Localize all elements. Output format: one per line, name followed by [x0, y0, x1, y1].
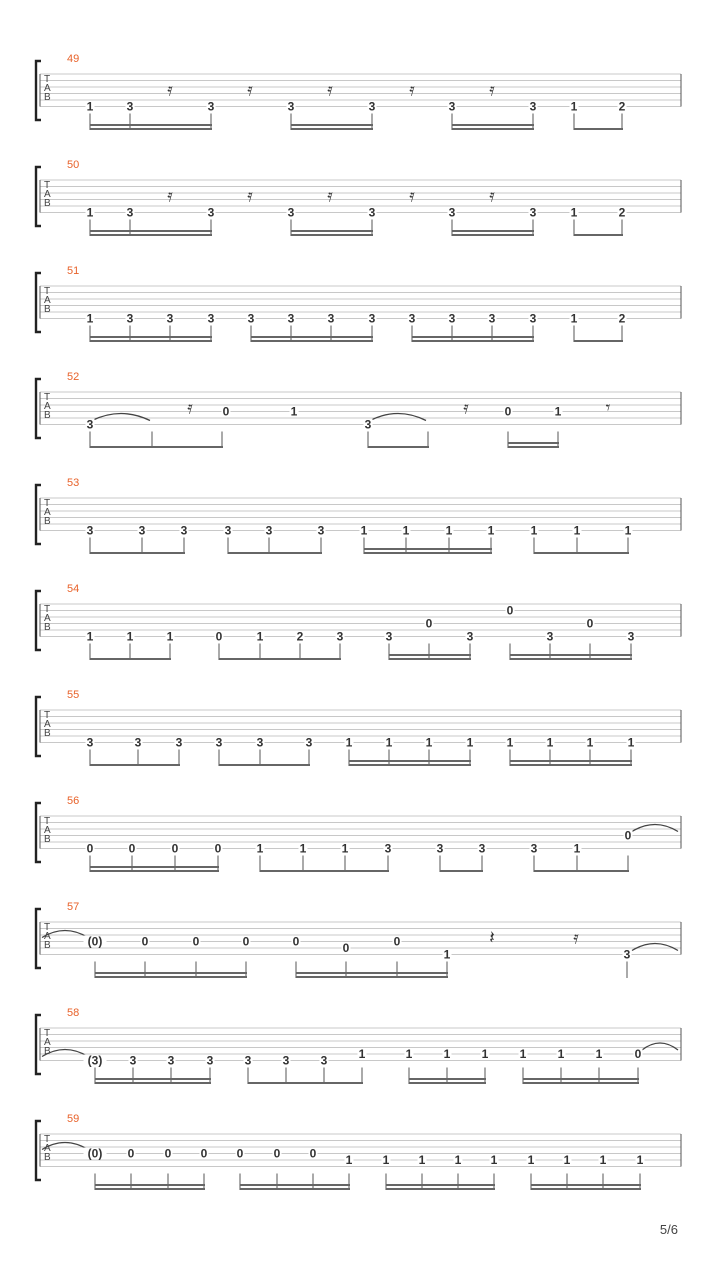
tab-clef-letter: T — [44, 286, 51, 297]
rest-symbol: 𝄿 — [167, 185, 173, 207]
fret-number: 1 — [86, 311, 94, 326]
note-beam — [510, 658, 632, 660]
tab-clef-letter: B — [44, 1152, 51, 1163]
fret-number: 1 — [554, 404, 562, 419]
note-beam — [412, 340, 534, 342]
fret-number: 1 — [519, 1047, 527, 1061]
tab-clef-letter: B — [44, 198, 51, 209]
note-beam — [440, 870, 483, 872]
tab-system-55 — [36, 689, 681, 766]
tie-arc — [642, 1043, 678, 1050]
tie-arc — [92, 414, 150, 421]
measure-number: 55 — [67, 689, 80, 701]
fret-number: 2 — [618, 99, 626, 114]
tab-system-51 — [36, 265, 681, 342]
tab-clef-letter: B — [44, 728, 51, 739]
note-beam — [349, 764, 471, 766]
tab-clef-letter: B — [44, 834, 51, 845]
note-beam — [386, 1188, 495, 1190]
fret-number: 3 — [478, 841, 486, 856]
tab-clef-letter: A — [44, 507, 51, 518]
fret-number: 0 — [292, 934, 300, 949]
fret-number: 0 — [214, 841, 222, 856]
measure-number: 57 — [67, 901, 80, 913]
fret-number: (0) — [87, 1146, 103, 1161]
fret-number: 1 — [86, 205, 94, 220]
rest-symbol: 𝄿 — [573, 927, 579, 949]
tab-clef-letter: A — [44, 931, 51, 942]
fret-number: 1 — [360, 523, 368, 538]
note-beam — [95, 1184, 205, 1186]
rest-symbol: 𝄿 — [409, 185, 415, 207]
note-beam — [452, 128, 534, 130]
measure-number: 52 — [67, 371, 80, 383]
note-beam — [291, 234, 373, 236]
tab-clef-letter: A — [44, 1037, 51, 1048]
tab-clef-letter: A — [44, 401, 51, 412]
fret-number: 3 — [287, 99, 295, 114]
note-beam — [534, 870, 629, 872]
tab-clef-letter: T — [44, 180, 51, 191]
rest-symbol: 𝄿 — [489, 185, 495, 207]
tab-clef-letter: T — [44, 1134, 51, 1145]
fret-number: 0 — [273, 1146, 281, 1161]
fret-number: 1 — [345, 1153, 353, 1167]
fret-number: 1 — [299, 841, 307, 856]
note-beam — [90, 340, 212, 342]
rest-symbol: 𝄿 — [187, 397, 193, 419]
rest-symbol: 𝄿 — [167, 79, 173, 101]
tab-clef-letter: A — [44, 189, 51, 200]
rest-symbol: 𝄾 — [605, 397, 611, 419]
fret-number: 3 — [317, 523, 325, 538]
tab-clef-letter: A — [44, 613, 51, 624]
fret-number: 0 — [200, 1146, 208, 1161]
fret-number: 2 — [618, 205, 626, 220]
fret-number: 3 — [256, 735, 264, 750]
fret-number: 1 — [256, 841, 264, 856]
fret-number: 3 — [126, 205, 134, 220]
measure-number: 49 — [67, 53, 80, 65]
fret-number: 1 — [636, 1153, 644, 1167]
tab-system-59 — [36, 1113, 681, 1190]
fret-number: 1 — [443, 947, 451, 962]
tab-clef-letter: T — [44, 710, 51, 721]
fret-number: 1 — [382, 1153, 390, 1167]
note-beam — [531, 1184, 641, 1186]
tab-clef-letter: A — [44, 1143, 51, 1154]
fret-number: 1 — [487, 523, 495, 538]
note-beam — [574, 234, 623, 236]
fret-number: 3 — [224, 523, 232, 538]
tab-clef-letter: T — [44, 816, 51, 827]
note-beam — [508, 442, 559, 444]
rest-symbol: 𝄿 — [409, 79, 415, 101]
note-beam — [364, 548, 492, 550]
fret-number: 0 — [192, 934, 200, 949]
note-beam — [364, 552, 492, 554]
note-beam — [90, 870, 219, 872]
fret-number: 3 — [466, 629, 474, 644]
fret-number: 1 — [586, 735, 594, 750]
fret-number: 1 — [570, 99, 578, 114]
note-beam — [90, 230, 212, 232]
rest-symbol: 𝄿 — [247, 79, 253, 101]
tie-arc — [632, 825, 678, 832]
note-beam — [452, 234, 534, 236]
note-beam — [90, 124, 212, 126]
fret-number: 1 — [405, 1047, 413, 1061]
note-beam — [409, 1078, 486, 1080]
fret-number: 3 — [436, 841, 444, 856]
note-beam — [368, 446, 429, 448]
note-beam — [510, 760, 632, 762]
fret-number: 3 — [529, 311, 537, 326]
fret-number: 3 — [86, 417, 94, 432]
fret-number: 3 — [327, 311, 335, 326]
measure-number: 53 — [67, 477, 80, 489]
tab-clef-letter: B — [44, 516, 51, 527]
fret-number: 3 — [167, 1053, 175, 1068]
note-beam — [510, 764, 632, 766]
note-beam — [452, 230, 534, 232]
note-beam — [95, 1082, 211, 1084]
measure-number: 58 — [67, 1007, 80, 1019]
fret-number: 0 — [634, 1047, 642, 1061]
fret-number: 3 — [180, 523, 188, 538]
note-beam — [534, 552, 629, 554]
note-beam — [248, 1082, 363, 1084]
fret-number: 1 — [166, 629, 174, 644]
note-beam — [228, 552, 322, 554]
fret-number: 3 — [336, 629, 344, 644]
note-beam — [574, 128, 623, 130]
fret-number: 1 — [599, 1153, 607, 1167]
fret-number: (0) — [87, 934, 103, 949]
note-beam — [90, 658, 171, 660]
fret-number: 1 — [86, 629, 94, 644]
note-beam — [90, 764, 180, 766]
fret-number: 3 — [247, 311, 255, 326]
fret-number: 3 — [244, 1053, 252, 1068]
note-beam — [90, 128, 212, 130]
fret-number: 3 — [623, 947, 631, 962]
rest-symbol: 𝄿 — [247, 185, 253, 207]
note-beam — [291, 230, 373, 232]
note-beam — [90, 866, 219, 868]
note-beam — [386, 1184, 495, 1186]
tab-clef-letter: B — [44, 622, 51, 633]
rest-symbol: 𝄿 — [327, 185, 333, 207]
note-beam — [90, 234, 212, 236]
fret-number: 3 — [320, 1053, 328, 1068]
rest-symbol: 𝄿 — [327, 79, 333, 101]
fret-number: 0 — [586, 616, 594, 631]
fret-number: 0 — [86, 841, 94, 856]
fret-number: 0 — [425, 616, 433, 631]
fret-number: 3 — [546, 629, 554, 644]
fret-number: 1 — [490, 1153, 498, 1167]
note-beam — [90, 446, 223, 448]
fret-number: 3 — [488, 311, 496, 326]
fret-number: 1 — [573, 841, 581, 856]
note-beam — [251, 336, 373, 338]
tab-clef-letter: B — [44, 410, 51, 421]
tab-system-53 — [36, 477, 681, 554]
rest-symbol: 𝄿 — [489, 79, 495, 101]
fret-number: 1 — [627, 735, 635, 750]
fret-number: 3 — [129, 1053, 137, 1068]
note-beam — [389, 654, 471, 656]
fret-number: 3 — [368, 205, 376, 220]
fret-number: 3 — [529, 99, 537, 114]
note-beam — [452, 124, 534, 126]
tab-system-54 — [36, 583, 681, 660]
page-number: 5/6 — [659, 1222, 678, 1237]
fret-number: 3 — [529, 205, 537, 220]
fret-number: 3 — [368, 311, 376, 326]
fret-number: 3 — [627, 629, 635, 644]
fret-number: 3 — [86, 523, 94, 538]
measure-number: 56 — [67, 795, 80, 807]
fret-number: 3 — [384, 841, 392, 856]
fret-number: 1 — [126, 629, 134, 644]
fret-number: 3 — [448, 205, 456, 220]
tab-clef-letter: T — [44, 392, 51, 403]
fret-number: 3 — [175, 735, 183, 750]
note-beam — [95, 1078, 211, 1080]
tab-clef-letter: B — [44, 92, 51, 103]
fret-number: 0 — [393, 934, 401, 949]
note-beam — [508, 446, 559, 448]
fret-number: 0 — [215, 629, 223, 644]
fret-number: 1 — [570, 311, 578, 326]
note-beam — [510, 654, 632, 656]
tab-clef-letter: T — [44, 1028, 51, 1039]
note-beam — [296, 976, 448, 978]
fret-number: 1 — [557, 1047, 565, 1061]
fret-number: 3 — [368, 99, 376, 114]
fret-number: 3 — [126, 311, 134, 326]
tab-clef-letter: A — [44, 83, 51, 94]
note-beam — [219, 658, 341, 660]
fret-number: 1 — [570, 205, 578, 220]
fret-number: 3 — [215, 735, 223, 750]
fret-number: 1 — [358, 1047, 366, 1061]
fret-number: 0 — [342, 941, 350, 955]
note-beam — [349, 760, 471, 762]
fret-number: 1 — [443, 1047, 451, 1061]
fret-number: 1 — [530, 523, 538, 538]
fret-number: 3 — [448, 311, 456, 326]
fret-number: 2 — [618, 311, 626, 326]
tie-arc — [632, 944, 678, 951]
tab-clef-letter: A — [44, 825, 51, 836]
fret-number: 1 — [546, 735, 554, 750]
fret-number: 1 — [527, 1153, 535, 1167]
fret-number: 1 — [595, 1047, 603, 1061]
tab-clef-letter: A — [44, 295, 51, 306]
fret-number: 0 — [504, 404, 512, 419]
fret-number: 1 — [345, 735, 353, 750]
fret-number: 3 — [265, 523, 273, 538]
fret-number: 1 — [341, 841, 349, 856]
tab-clef-letter: A — [44, 719, 51, 730]
note-beam — [95, 976, 247, 978]
fret-number: 3 — [86, 735, 94, 750]
note-beam — [260, 870, 389, 872]
fret-number: 3 — [207, 311, 215, 326]
fret-number: 0 — [222, 404, 230, 419]
fret-number: 1 — [506, 735, 514, 750]
fret-number: 3 — [287, 311, 295, 326]
note-beam — [296, 972, 448, 974]
fret-number: 3 — [408, 311, 416, 326]
note-beam — [90, 552, 185, 554]
note-beam — [389, 658, 471, 660]
measure-number: 50 — [67, 159, 80, 171]
fret-number: 0 — [128, 841, 136, 856]
fret-number: 0 — [236, 1146, 244, 1161]
fret-number: 1 — [402, 523, 410, 538]
note-beam — [240, 1184, 350, 1186]
fret-number: 1 — [86, 99, 94, 114]
fret-number: 0 — [309, 1146, 317, 1161]
fret-number: 3 — [206, 1053, 214, 1068]
fret-number: 0 — [171, 841, 179, 856]
fret-number: 3 — [282, 1053, 290, 1068]
measure-number: 51 — [67, 265, 80, 277]
tab-clef-letter: B — [44, 304, 51, 315]
fret-number: 1 — [573, 523, 581, 538]
fret-number: 1 — [425, 735, 433, 750]
note-beam — [291, 128, 373, 130]
fret-number: 1 — [445, 523, 453, 538]
fret-number: 1 — [256, 629, 264, 644]
fret-number: 3 — [530, 841, 538, 856]
fret-number: 1 — [454, 1153, 462, 1167]
fret-number: 3 — [207, 99, 215, 114]
note-beam — [574, 340, 623, 342]
fret-number: 1 — [466, 735, 474, 750]
fret-number: 0 — [624, 828, 632, 843]
fret-number: 1 — [563, 1153, 571, 1167]
note-beam — [95, 1188, 205, 1190]
tab-clef-letter: B — [44, 1046, 51, 1057]
measure-number: 59 — [67, 1113, 80, 1125]
fret-number: 3 — [287, 205, 295, 220]
fret-number: 1 — [418, 1153, 426, 1167]
fret-number: 3 — [385, 629, 393, 644]
fret-number: 0 — [141, 934, 149, 949]
fret-number: 3 — [126, 99, 134, 114]
fret-number: 3 — [207, 205, 215, 220]
fret-number: 3 — [448, 99, 456, 114]
fret-number: 0 — [164, 1146, 172, 1161]
fret-number: 3 — [305, 735, 313, 750]
fret-number: 3 — [134, 735, 142, 750]
note-beam — [251, 340, 373, 342]
fret-number: 0 — [127, 1146, 135, 1161]
tab-system-49 — [36, 53, 681, 130]
note-beam — [219, 764, 310, 766]
tab-clef-letter: T — [44, 604, 51, 615]
tab-system-58 — [36, 1007, 681, 1084]
fret-number: 3 — [166, 311, 174, 326]
note-beam — [412, 336, 534, 338]
tab-clef-letter: T — [44, 922, 51, 933]
note-beam — [90, 336, 212, 338]
tab-system-52 — [36, 371, 681, 448]
tab-system-57 — [36, 901, 681, 978]
note-beam — [409, 1082, 486, 1084]
tab-system-56 — [36, 795, 681, 872]
fret-number: 0 — [506, 603, 514, 618]
note-beam — [523, 1078, 639, 1080]
rest-symbol: 𝄽 — [489, 927, 495, 949]
tab-clef-letter: B — [44, 940, 51, 951]
note-beam — [523, 1082, 639, 1084]
fret-number: 1 — [290, 404, 298, 419]
tab-clef-letter: T — [44, 498, 51, 509]
measure-number: 54 — [67, 583, 80, 595]
tab-system-50 — [36, 159, 681, 236]
fret-number: 2 — [296, 629, 304, 644]
fret-number: 1 — [624, 523, 632, 538]
note-beam — [95, 972, 247, 974]
fret-number: 0 — [242, 934, 250, 949]
fret-number: 1 — [385, 735, 393, 750]
note-beam — [291, 124, 373, 126]
fret-number: 1 — [481, 1047, 489, 1061]
fret-number: 3 — [138, 523, 146, 538]
note-beam — [531, 1188, 641, 1190]
tie-arc — [370, 414, 426, 421]
tab-clef-letter: T — [44, 74, 51, 85]
rest-symbol: 𝄿 — [463, 397, 469, 419]
note-beam — [240, 1188, 350, 1190]
fret-number: (3) — [87, 1053, 103, 1068]
fret-number: 3 — [364, 417, 372, 432]
